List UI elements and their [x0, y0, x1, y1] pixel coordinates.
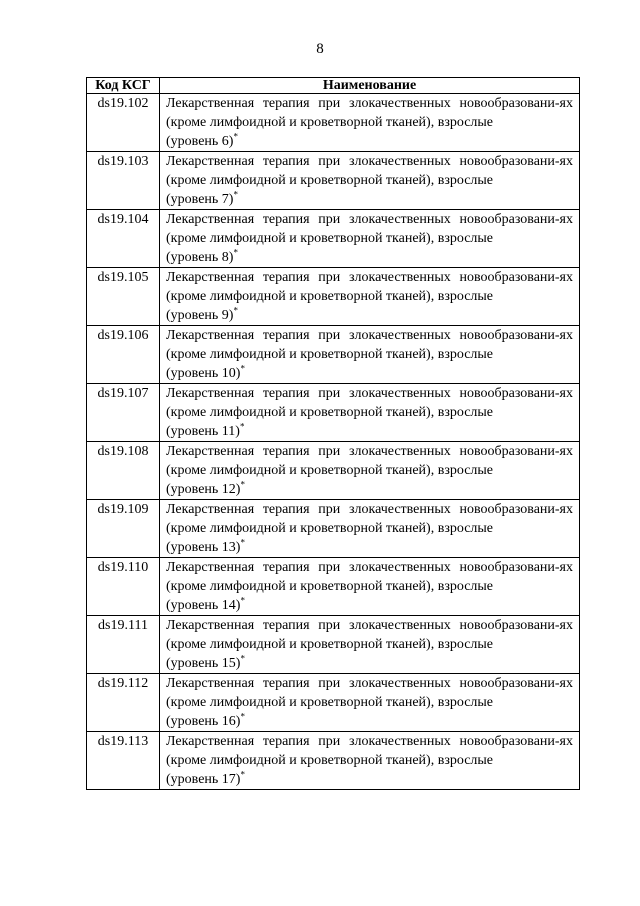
row-code: ds19.107 — [87, 384, 160, 442]
header-row — [87, 78, 580, 94]
row-code: ds19.110 — [87, 558, 160, 616]
row-name — [160, 442, 580, 500]
table-row — [87, 210, 580, 268]
table-row — [87, 442, 580, 500]
row-level: (уровень 9) — [166, 308, 234, 323]
header-name: Наименование — [160, 78, 580, 94]
footnote-mark: * — [240, 711, 245, 722]
footnote-mark: * — [240, 537, 245, 548]
row-level: (уровень 12) — [166, 482, 241, 497]
row-level: (уровень 8) — [166, 250, 234, 265]
row-desc: Лекарственная терапия при злокачественных новообразовани-ях (кроме лимфоидной и кроветворной тканей), взрослые — [166, 502, 573, 536]
footnote-mark: * — [240, 769, 245, 780]
row-level: (уровень 17) — [166, 772, 241, 787]
row-desc: Лекарственная терапия при злокачественных новообразовани-ях (кроме лимфоидной и кроветворной тканей), взрослые — [166, 212, 573, 246]
row-desc: Лекарственная терапия при злокачественных новообразовани-ях (кроме лимфоидной и кроветворной тканей), взрослые — [166, 560, 573, 594]
footnote-mark: * — [233, 131, 238, 142]
row-code: ds19.106 — [87, 326, 160, 384]
row-level: (уровень 6) — [166, 134, 234, 149]
footnote-mark: * — [233, 247, 238, 258]
footnote-mark: * — [240, 653, 245, 664]
row-name — [160, 268, 580, 326]
row-level: (уровень 10) — [166, 366, 241, 381]
table-row — [87, 558, 580, 616]
row-desc: Лекарственная терапия при злокачественных новообразовани-ях (кроме лимфоидной и кроветворной тканей), взрослые — [166, 444, 573, 478]
row-level: (уровень 16) — [166, 714, 241, 729]
row-code: ds19.108 — [87, 442, 160, 500]
row-code: ds19.105 — [87, 268, 160, 326]
footnote-mark: * — [240, 595, 245, 606]
table-row — [87, 500, 580, 558]
row-desc: Лекарственная терапия при злокачественных новообразовани-ях (кроме лимфоидной и кроветворной тканей), взрослые — [166, 386, 573, 420]
page-number: 8 — [316, 41, 324, 57]
table-body — [87, 94, 580, 790]
table-row — [87, 268, 580, 326]
row-name — [160, 152, 580, 210]
table-row — [87, 732, 580, 790]
row-name — [160, 616, 580, 674]
table-row — [87, 94, 580, 152]
row-name — [160, 558, 580, 616]
header-code: Код КСГ — [87, 78, 160, 94]
row-name — [160, 732, 580, 790]
row-name — [160, 94, 580, 152]
row-level: (уровень 11) — [166, 424, 240, 439]
table-row — [87, 616, 580, 674]
row-desc: Лекарственная терапия при злокачественных новообразовани-ях (кроме лимфоидной и кроветворной тканей), взрослые — [166, 96, 573, 130]
table-header — [87, 78, 580, 94]
footnote-mark: * — [240, 363, 245, 374]
row-desc: Лекарственная терапия при злокачественных новообразовани-ях (кроме лимфоидной и кроветворной тканей), взрослые — [166, 270, 573, 304]
row-level: (уровень 7) — [166, 192, 234, 207]
row-level: (уровень 13) — [166, 540, 241, 555]
row-desc: Лекарственная терапия при злокачественных новообразовани-ях (кроме лимфоидной и кроветворной тканей), взрослые — [166, 676, 573, 710]
row-code: ds19.111 — [87, 616, 160, 674]
ksg-table — [86, 77, 580, 790]
row-code: ds19.113 — [87, 732, 160, 790]
footnote-mark: * — [233, 189, 238, 200]
table-row — [87, 326, 580, 384]
footnote-mark: * — [233, 305, 238, 316]
footnote-mark: * — [239, 421, 245, 432]
footnote-mark: * — [240, 479, 245, 490]
row-code: ds19.103 — [87, 152, 160, 210]
table-row — [87, 152, 580, 210]
row-level: (уровень 14) — [166, 598, 241, 613]
row-name — [160, 326, 580, 384]
row-name — [160, 210, 580, 268]
row-desc: Лекарственная терапия при злокачественных новообразовани-ях (кроме лимфоидной и кроветворной тканей), взрослые — [166, 154, 573, 188]
row-code: ds19.102 — [87, 94, 160, 152]
row-desc: Лекарственная терапия при злокачественных новообразовани-ях (кроме лимфоидной и кроветворной тканей), взрослые — [166, 734, 573, 768]
table-row — [87, 384, 580, 442]
row-desc: Лекарственная терапия при злокачественных новообразовани-ях (кроме лимфоидной и кроветворной тканей), взрослые — [166, 328, 573, 362]
table-row — [87, 674, 580, 732]
row-name — [160, 500, 580, 558]
row-desc: Лекарственная терапия при злокачественных новообразовани-ях (кроме лимфоидной и кроветворной тканей), взрослые — [166, 618, 573, 652]
row-code: ds19.112 — [87, 674, 160, 732]
row-name — [160, 384, 580, 442]
row-code: ds19.109 — [87, 500, 160, 558]
row-level: (уровень 15) — [166, 656, 241, 671]
row-name — [160, 674, 580, 732]
row-code: ds19.104 — [87, 210, 160, 268]
